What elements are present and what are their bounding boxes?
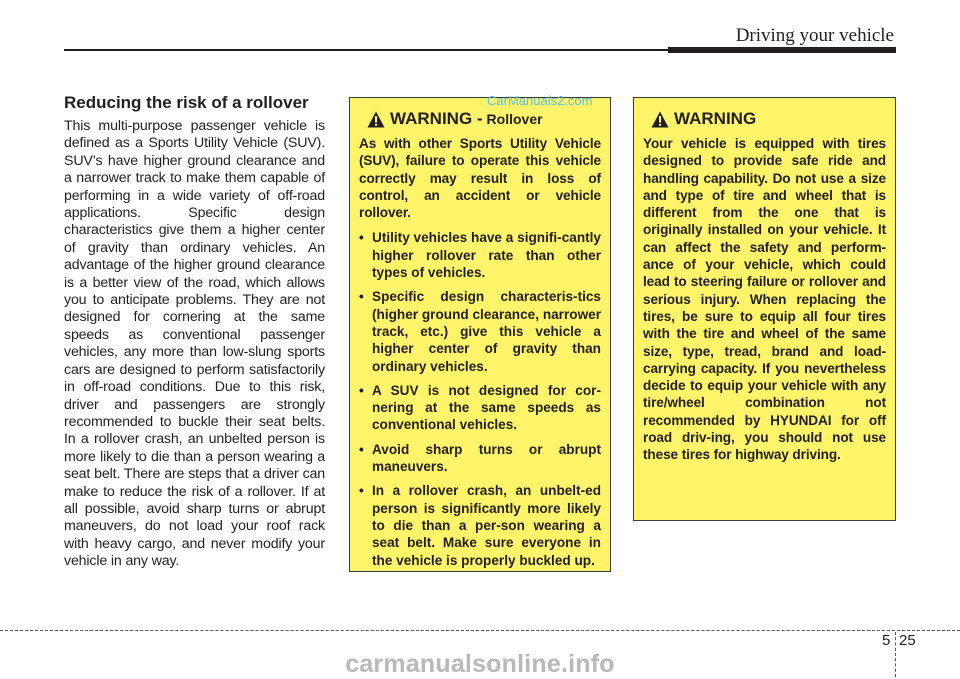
list-item xyxy=(359,382,601,434)
list-item xyxy=(359,441,601,476)
page-number: 25 xyxy=(899,632,916,649)
list-item-text: Specific design characteris-tics (higher ground clearance, narrower track, etc.) give this vehicle a higher center of gravity than ordinary vehicles. xyxy=(372,289,601,374)
list-item xyxy=(359,288,601,374)
tire-warning-text: Your vehicle is equipped with tires designed to provide safe ride and handling capability. Do not use a size and type of tire and wheel that is different from the one that is originally installed on your vehicle. It can affect the safety and perform-ance of your vehicle, which could lead to steering failure or rollover and serious injury. When replacing the tires, be sure to equip all four tires with the tire and wheel of the same size, type, tread, brand and load-carrying capacity. If you nevertheless decide to equip your vehicle with any tire/wheel combination not recommended by HYUNDAI for off road driv-ing, you should not use these tires for highway driving. xyxy=(643,136,886,463)
bullet: • xyxy=(359,483,364,499)
tire-warning-heading xyxy=(643,107,886,131)
rollover-warning-list xyxy=(359,229,601,568)
bullet: • xyxy=(359,289,364,305)
header-title: Driving your vehicle xyxy=(735,25,894,46)
warning-sublabel: Rollover xyxy=(486,111,543,127)
tire-warning-box xyxy=(633,97,896,521)
warning-triangle-icon xyxy=(367,111,385,128)
list-item-text: In a rollover crash, an unbelt-ed person is significantly more likely to die than a per-son wearing a seat belt. Make sure everyone in the vehicle is properly buckled up. xyxy=(372,483,601,568)
watermark-bottom: carmanualsonline.info xyxy=(345,650,615,678)
warning-label: WARNING xyxy=(674,109,757,128)
header-bar xyxy=(668,47,896,53)
bullet: • xyxy=(359,441,364,457)
section-title: Reducing the risk of a rollover xyxy=(64,93,309,112)
bullet: • xyxy=(359,230,364,246)
list-item xyxy=(359,482,601,568)
watermark-top: CarManuals2.com xyxy=(487,93,593,108)
chapter-number: 5 xyxy=(882,632,891,649)
bullet: • xyxy=(359,382,364,398)
footer-rule xyxy=(0,630,960,631)
warning-triangle-icon xyxy=(651,111,669,128)
rollover-warning-box xyxy=(349,97,611,572)
list-item-text: Utility vehicles have a signifi-cantly higher rollover rate than other types of vehicles. xyxy=(372,230,601,281)
list-item-text: A SUV is not designed for cor-nering at the same speeds as conventional vehicles. xyxy=(372,382,601,433)
warning-label: WARNING - xyxy=(390,109,483,128)
header-rule xyxy=(64,49,668,51)
list-item xyxy=(359,229,601,281)
section-body: This multi-purpose passenger vehicle is defined as a Sports Utility Vehicle (SUV). SUV’s have higher ground clearance and a narrower track to make them capable of performing in a wide variety of off-road applications. Specific design characteristics give them a higher center of gravity than ordinary vehicles. An advantage of the higher ground clearance is a better view of the road, which allows you to anticipate problems. They are not designed for cornering at the same speeds as conventional passenger vehicles, any more than low-slung sports cars are designed to perform satisfactorily in off-road conditions. Due to this risk, driver and passengers are strongly recommended to buckle their seat belts. In a rollover crash, an unbelted person is more likely to die than a person wearing a seat belt. There are steps that a driver can make to reduce the risk of a rollover. If at all possible, avoid sharp turns or abrupt maneuvers, do not load your roof rack with heavy cargo, and never modify your vehicle in any way. xyxy=(64,118,325,570)
rollover-warning-intro: As with other Sports Utility Vehicle (SUV), failure to operate this vehicle correctly may result in loss of control, an accident or vehicle rollover. xyxy=(359,136,601,221)
rollover-warning-heading xyxy=(359,107,601,131)
list-item-text: Avoid sharp turns or abrupt maneuvers. xyxy=(372,441,601,475)
